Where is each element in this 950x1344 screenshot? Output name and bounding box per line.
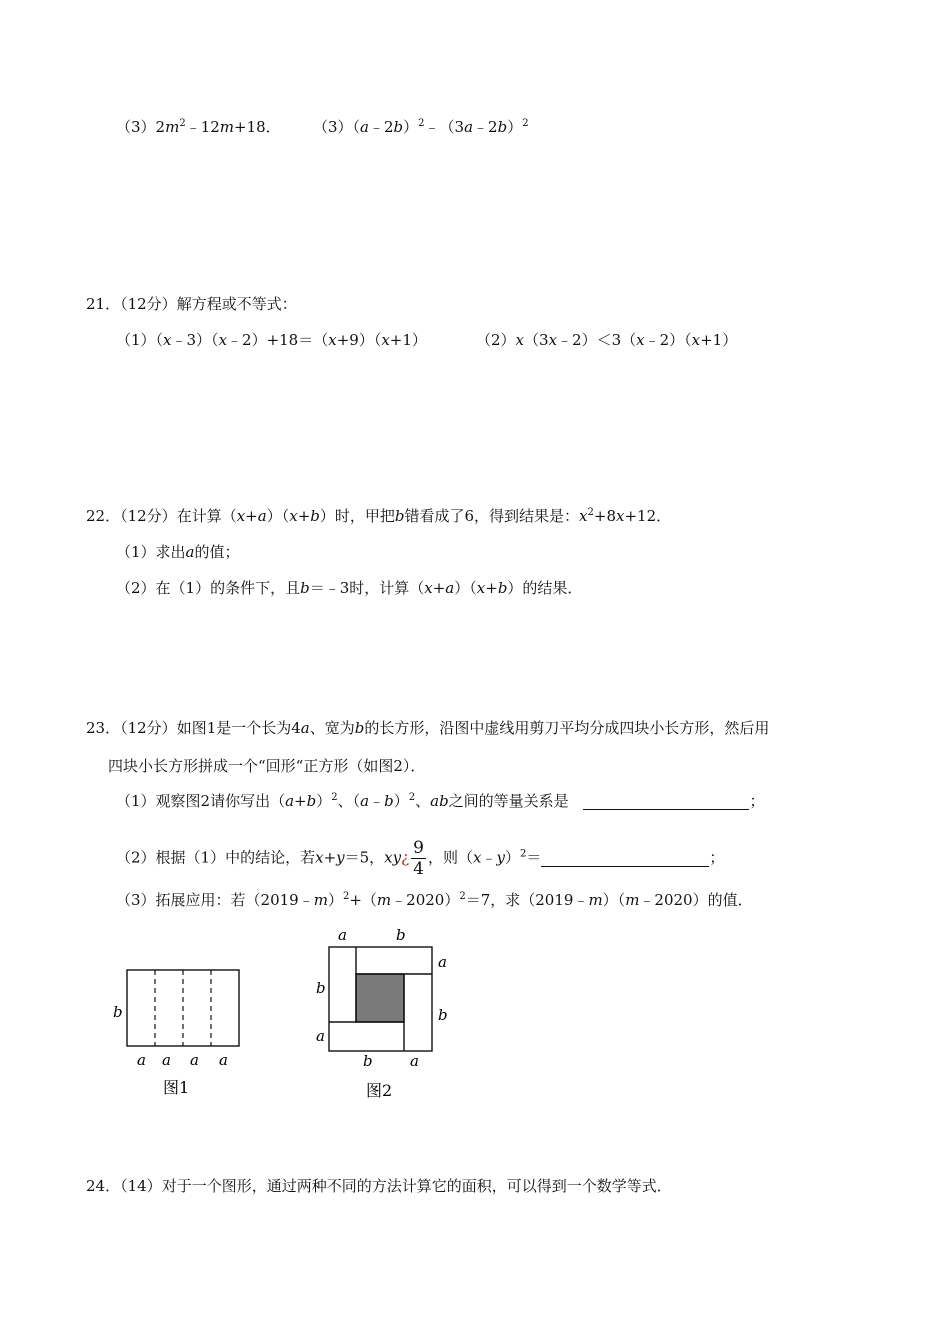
text: ） — [507, 118, 523, 136]
text: 错看成了6，得到结果是： — [404, 507, 580, 525]
var-x: x — [236, 507, 246, 525]
var-b: b — [354, 719, 365, 737]
text: ＝5， — [344, 848, 385, 867]
q21-stem — [86, 294, 297, 314]
text: ＝7，求（2019﹣ — [465, 891, 589, 909]
exponent: 2 — [418, 118, 425, 129]
q22-part1 — [116, 542, 240, 562]
fraction-nine-quarters — [411, 838, 426, 879]
text: ﹣2）＜3（ — [557, 331, 637, 349]
exponent: 2 — [522, 118, 529, 129]
text: ﹣ — [481, 848, 497, 867]
var-x: x — [515, 331, 525, 349]
var-x: x — [476, 579, 486, 597]
question-number: 24． — [86, 1177, 121, 1195]
fig1-caption: 图1 — [163, 1078, 190, 1097]
question-score: （12分） — [120, 507, 177, 525]
var-x: x — [548, 331, 558, 349]
q22-part2 — [116, 578, 582, 598]
q21-part2 — [476, 330, 737, 350]
var-b: b — [394, 507, 405, 525]
text: +18． — [234, 118, 281, 136]
var-b: b — [384, 792, 394, 810]
var-x: x — [691, 331, 701, 349]
text: 、（ — [337, 792, 361, 810]
q20-part3a — [116, 117, 281, 137]
text: （3）拓展应用：若（2019﹣ — [116, 891, 314, 909]
text: ； — [749, 792, 765, 810]
var-m: m — [588, 891, 603, 909]
q24-stem — [86, 1176, 672, 1196]
fig2-label-top-b: b — [396, 926, 406, 944]
fig2-label-right-a: a — [438, 953, 447, 971]
exponent: 2 — [179, 118, 186, 129]
text: （2） — [476, 331, 516, 349]
question-number: 23． — [86, 719, 121, 737]
var-x: x — [381, 331, 390, 349]
fig2-label-left-a: a — [316, 1027, 325, 1045]
var-a: a — [285, 792, 295, 810]
q20-part3b — [313, 117, 529, 137]
exponent: 2 — [342, 891, 350, 902]
fig1-label-a: a — [219, 1051, 228, 1069]
text: 在计算（ — [176, 507, 237, 525]
var-m: m — [219, 118, 235, 136]
fig2-label-right-b: b — [438, 1006, 448, 1024]
fig2-shaded-square — [356, 974, 404, 1022]
text: + — [432, 579, 446, 597]
text: ﹣ — [369, 792, 385, 810]
var-x: x — [636, 331, 645, 349]
text: 如图1是一个长为4 — [176, 719, 301, 737]
text: （2）在（1）的条件下，且 — [116, 579, 301, 597]
fig2-label-bottom-a: a — [410, 1052, 419, 1070]
text: ； — [709, 848, 725, 867]
text: （1）求出 — [116, 543, 186, 561]
text: ） — [403, 118, 419, 136]
var-x: x — [163, 331, 172, 349]
var-x: x — [424, 579, 433, 597]
text: （3 — [524, 331, 549, 349]
text: ﹣2020）的值． — [639, 891, 753, 909]
var-x: x — [289, 507, 298, 525]
answer-blank-2[interactable] — [541, 850, 709, 867]
fig1-label-a: a — [137, 1051, 146, 1069]
var-a: a — [464, 118, 474, 136]
var-x: x — [473, 848, 482, 867]
var-m: m — [165, 118, 180, 136]
text: ）（ — [454, 579, 477, 597]
text: ） — [393, 792, 409, 810]
var-m: m — [625, 891, 640, 909]
exponent: 2 — [331, 792, 338, 803]
fig1-label-b: b — [113, 1003, 123, 1021]
text: ﹣2 — [473, 118, 498, 136]
text: （1）观察图2请你写出（ — [116, 792, 286, 810]
var-xy: xy — [384, 848, 402, 867]
text: ）（ — [266, 507, 290, 525]
fig2-caption: 图2 — [366, 1081, 393, 1100]
text: +1） — [389, 331, 427, 349]
text: 对于一个图形，通过两种不同的方法计算它的面积，可以得到一个数学等式． — [161, 1177, 672, 1195]
var-b: b — [310, 507, 320, 525]
text: + — [485, 579, 498, 597]
denominator: 4 — [413, 859, 424, 879]
q23-stem-line2 — [108, 756, 425, 776]
figure-1 — [100, 955, 260, 1100]
q23-part1 — [116, 791, 764, 811]
text: （2）根据（1）中的结论，若 — [116, 848, 316, 867]
var-b: b — [306, 792, 317, 810]
glyph-mark: ¿ — [401, 848, 410, 867]
text: +8 — [593, 507, 617, 525]
fig2-label-bottom-b: b — [363, 1052, 373, 1070]
text: + — [297, 507, 311, 525]
text: ） — [504, 848, 520, 867]
text: 的值； — [194, 543, 240, 561]
var-x: x — [218, 331, 228, 349]
exponent: 2 — [408, 792, 416, 803]
text: 、宽为 — [309, 719, 355, 737]
var-a: a — [360, 118, 369, 136]
var-b: b — [497, 118, 508, 136]
numerator: 9 — [413, 838, 424, 858]
var-x: x — [579, 507, 588, 525]
var-a: a — [360, 792, 370, 810]
text: + — [323, 848, 337, 867]
text: ﹣2）（ — [644, 331, 692, 349]
question-score: （12分） — [120, 719, 177, 737]
fig2-label-left-b: b — [316, 979, 326, 997]
var-b: b — [393, 118, 404, 136]
text: + — [245, 507, 258, 525]
var-a: a — [300, 719, 310, 737]
text: （3）（ — [313, 118, 361, 136]
text: ）时，甲把 — [319, 507, 395, 525]
var-a: a — [445, 579, 455, 597]
var-m: m — [313, 891, 328, 909]
text: ﹣（3 — [424, 118, 465, 136]
text: + — [294, 792, 307, 810]
text: 四块小长方形拼成一个“回形“正方形（如图2）． — [108, 757, 426, 775]
fig1-label-a: a — [162, 1051, 171, 1069]
exponent: 2 — [519, 848, 527, 860]
question-score: （12分） — [120, 295, 177, 313]
text: 之间的等量关系是 — [448, 792, 569, 810]
figure-2 — [300, 920, 460, 1105]
text: ﹣2）+18＝（ — [227, 331, 329, 349]
q23-stem-line1 — [86, 718, 769, 738]
text: ﹣2 — [369, 118, 394, 136]
text: +9）（ — [336, 331, 382, 349]
answer-blank-1[interactable] — [583, 793, 749, 810]
question-number: 22． — [86, 507, 121, 525]
text: ＝﹣3时，计算（ — [309, 579, 425, 597]
text: ﹣3）（ — [171, 331, 219, 349]
text: +1） — [700, 331, 738, 349]
var-y: y — [496, 848, 505, 867]
var-b: b — [300, 579, 310, 597]
var-y: y — [336, 848, 345, 867]
var-a: a — [257, 507, 267, 525]
exponent: 2 — [587, 507, 594, 518]
exponent: 2 — [459, 891, 466, 902]
fig2-label-top-a: a — [338, 926, 347, 944]
var-x: x — [315, 848, 324, 867]
text: ﹣12 — [185, 118, 220, 136]
text: +12． — [624, 507, 672, 525]
text: ﹣2020） — [391, 891, 460, 909]
text: ）的结果． — [507, 579, 583, 597]
q22-stem — [86, 506, 671, 526]
fig1-label-a: a — [190, 1051, 199, 1069]
q23-part3 — [116, 890, 753, 910]
question-score: （14） — [120, 1177, 162, 1195]
question-title: 解方程或不等式： — [176, 295, 297, 313]
text: ＝ — [526, 848, 542, 867]
q21-part1 — [116, 330, 427, 350]
var-x: x — [328, 331, 337, 349]
text: +（ — [349, 891, 377, 909]
text: ，则（ — [427, 848, 473, 867]
text: （3）2 — [116, 118, 166, 136]
text: ） — [316, 792, 332, 810]
text: 的长方形，沿图中虚线用剪刀平均分成四块小长方形，然后用 — [364, 719, 770, 737]
var-m: m — [376, 891, 392, 909]
text: ） — [327, 891, 343, 909]
var-ab: ab — [430, 792, 449, 810]
question-number: 21． — [86, 295, 121, 313]
var-b: b — [497, 579, 508, 597]
text: （1）（ — [116, 331, 164, 349]
text: 、 — [415, 792, 431, 810]
q23-part2 — [116, 838, 724, 879]
text: ）（ — [602, 891, 626, 909]
var-a: a — [185, 543, 195, 561]
var-x: x — [616, 507, 625, 525]
